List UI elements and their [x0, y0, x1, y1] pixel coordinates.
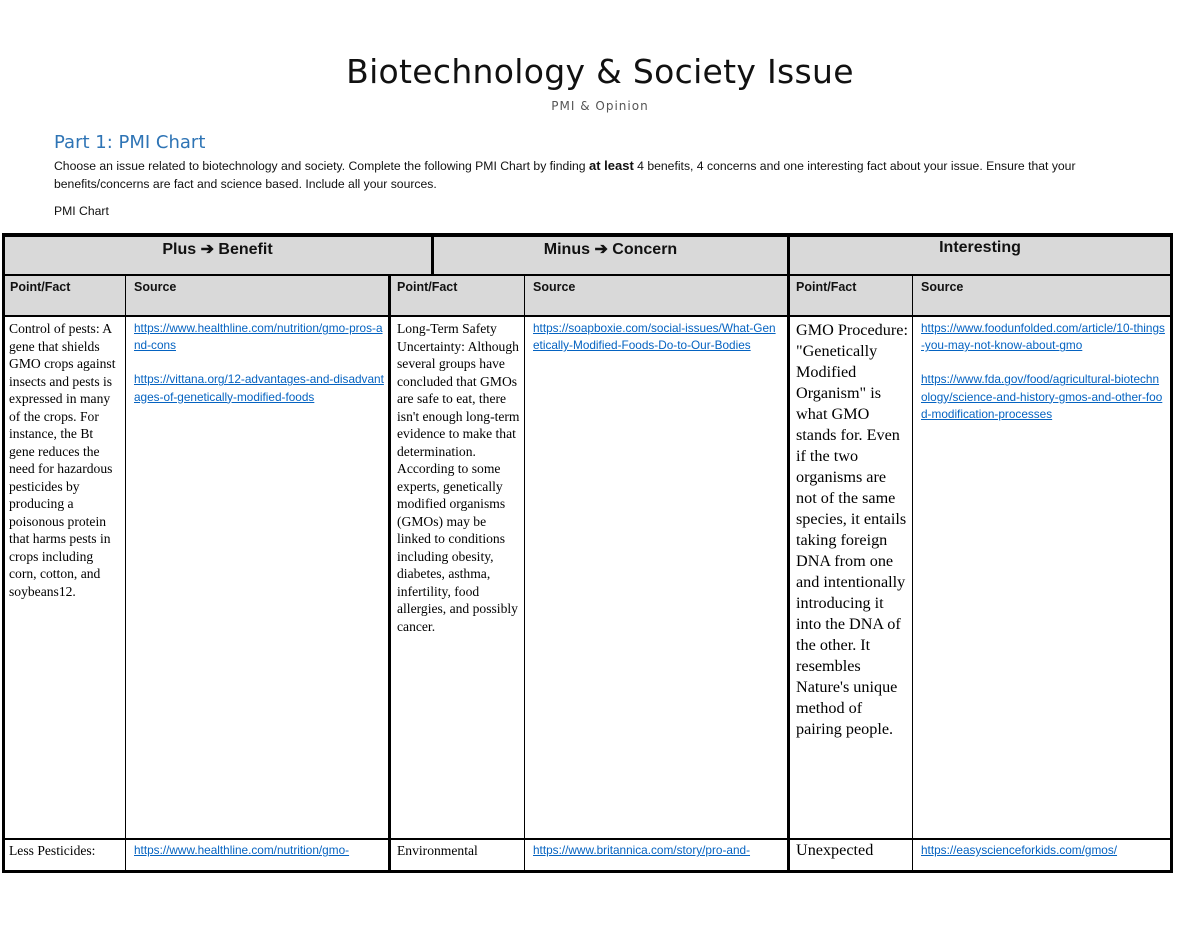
source-link[interactable]: https://www.britannica.com/story/pro-and- [533, 843, 751, 857]
column-divider [524, 274, 525, 873]
row-divider [2, 274, 1173, 276]
source-link[interactable]: https://www.healthline.com/nutrition/gmo-pros-and-cons [134, 321, 383, 353]
instructions-text-end: 4 benefits, 4 concerns and one interesting fact about your issue. Ensure that your benefits/concerns are fact and science based. Include all your sources. [54, 159, 1076, 191]
interesting-source-cell [921, 842, 1165, 862]
row-divider [2, 315, 1173, 317]
pmi-chart-label: PMI Chart [54, 204, 109, 218]
column-header-plus-source: Source [134, 280, 177, 294]
column-divider [125, 274, 126, 873]
column-header-minus-point: Point/Fact [397, 280, 458, 294]
source-link[interactable]: https://vittana.org/12-advantages-and-disadvantages-of-genetically-modified-foods [134, 372, 384, 404]
interesting-point-cell: Unexpected [796, 841, 874, 859]
plus-source-cell [134, 320, 384, 406]
group-header-minus: Minus ➔ Concern [543, 241, 678, 258]
source-link[interactable]: https://www.fda.gov/food/agricultural-biotechnology/science-and-history-gmos-and-other-food-modification-processes [921, 372, 1163, 421]
plus-point-cell: Control of pests: A gene that shields GMO crops against insects and pests is expressed in many of the crops. For instance, the Bt gene reduces the need for hazardous pesticides by producing a poisonous protein that harms pests in crops including corn, cotton, and soybeans12. [9, 321, 116, 599]
column-header-int-source: Source [921, 280, 964, 294]
table-right-border [1170, 233, 1173, 873]
column-header-int-point: Point/Fact [796, 280, 857, 294]
page-subtitle: PMI & Opinion [551, 99, 649, 113]
column-header-bg [4, 276, 1171, 316]
instructions-paragraph [54, 157, 1134, 193]
column-divider [912, 274, 913, 873]
column-header-plus-point: Point/Fact [10, 280, 71, 294]
group-divider [787, 233, 790, 873]
row-divider [2, 838, 1173, 840]
source-link[interactable]: https://soapboxie.com/social-issues/What-Genetically-Modified-Foods-Do-to-Our-Bodies [533, 321, 776, 353]
page-title: Biotechnology & Society Issue [346, 52, 854, 91]
minus-point-cell: Environmental [397, 843, 478, 858]
column-header-minus-source: Source [533, 280, 576, 294]
table-top-border [2, 233, 1173, 237]
column-divider [388, 274, 391, 873]
minus-point-cell: Long-Term Safety Uncertainty: Although several groups have concluded that GMOs are safe to eat, there isn't enough long-term evidence to make that determination. According to some experts, genetically modified organisms (GMOs) may be linked to conditions including obesity, diabetes, asthma, infertility, food allergies, and possibly cancer. [397, 321, 520, 634]
group-header-interesting: Interesting [939, 239, 1021, 256]
minus-source-cell [533, 842, 779, 862]
source-link[interactable]: https://www.foodunfolded.com/article/10-things-you-may-not-know-about-gmo [921, 321, 1165, 353]
table-bottom-border [2, 870, 1173, 873]
plus-point-cell: Less Pesticides: [9, 843, 96, 858]
interesting-point-cell: GMO Procedure: "Genetically Modified Organism" is what GMO stands for. Even if the two organisms are not of the same species, it entails taking foreign DNA from one and intentionally introducing it into the DNA of the other. It resembles Nature's unique method of pairing people. [796, 321, 908, 738]
table-left-border [2, 233, 5, 873]
group-header-plus: Plus ➔ Benefit [162, 241, 273, 258]
source-link[interactable]: https://easyscienceforkids.com/gmos/ [921, 843, 1118, 857]
instructions-text: Choose an issue related to biotechnology and society. Complete the following PMI Chart by finding [54, 159, 589, 173]
part1-heading: Part 1: PMI Chart [54, 132, 206, 153]
instructions-emphasis: at least [588, 158, 634, 173]
source-link[interactable]: https://www.healthline.com/nutrition/gmo- [134, 843, 350, 857]
interesting-source-cell [921, 320, 1165, 423]
minus-source-cell [533, 320, 779, 354]
plus-source-cell [134, 842, 384, 862]
